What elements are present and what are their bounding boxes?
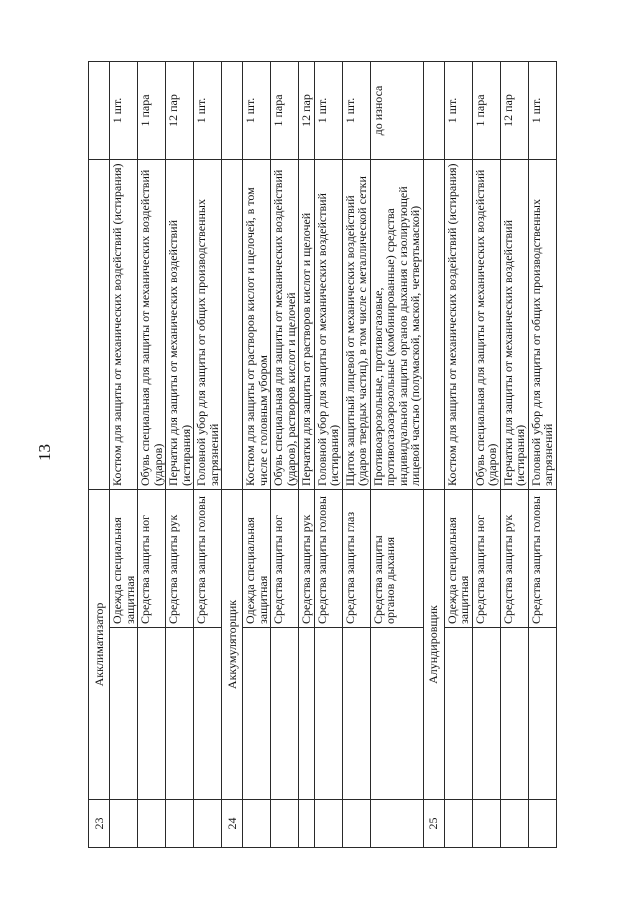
ppe-row xyxy=(110,62,138,848)
ppe-row xyxy=(370,62,423,848)
ppe-type: Средства защиты головы xyxy=(194,490,222,628)
ppe-row xyxy=(243,62,271,848)
ppe-type: Средства защиты рук xyxy=(166,490,194,628)
empty-cell xyxy=(89,160,110,490)
ppe-type: Средства защиты ног xyxy=(271,490,299,628)
ppe-type: Одежда специальная защитная xyxy=(110,490,138,628)
empty-cell xyxy=(528,628,556,800)
empty-cell xyxy=(314,800,342,848)
empty-cell xyxy=(166,628,194,800)
empty-cell xyxy=(444,800,472,848)
profession-name: Аккумуляторщик xyxy=(222,490,243,800)
ppe-name: Головной убор для защиты от общих производственных загрязнений xyxy=(194,160,222,490)
ppe-type: Средства защиты ног xyxy=(138,490,166,628)
ppe-name: Обувь специальная для защиты от механических воздействий (ударов) xyxy=(138,160,166,490)
ppe-row xyxy=(166,62,194,848)
empty-cell xyxy=(243,800,271,848)
ppe-name: Головной убор для защиты от общих производственных загрязнений xyxy=(528,160,556,490)
ppe-type: Средства защиты рук xyxy=(500,490,528,628)
empty-cell xyxy=(299,628,315,800)
ppe-name: Противоаэрозольные, противогазовые, противогазоаэрозольные (комбинированные) средства индивидуальной защиты органов дыхания с изолирующей лицевой частью (полумаской, маской, четвертьмаской) xyxy=(370,160,423,490)
ppe-norm: 12 пар xyxy=(500,62,528,160)
empty-cell xyxy=(472,628,500,800)
item-number: 25 xyxy=(423,800,444,848)
ppe-name: Перчатки для защиты от механических воздействий (истирания) xyxy=(166,160,194,490)
empty-cell xyxy=(271,628,299,800)
ppe-norm: 1 шт. xyxy=(110,62,138,160)
ppe-name: Перчатки для защиты от растворов кислот и щелочей xyxy=(299,160,315,490)
ppe-row xyxy=(444,62,472,848)
ppe-norm: 12 пар xyxy=(299,62,315,160)
ppe-norm: 1 шт. xyxy=(528,62,556,160)
ppe-name: Костюм для защиты от механических воздействий (истирания) xyxy=(110,160,138,490)
ppe-norm: 1 пара xyxy=(271,62,299,160)
ppe-type: Средства защиты головы xyxy=(314,490,342,628)
ppe-name: Головной убор для защиты от механических воздействий (истирания) xyxy=(314,160,342,490)
ppe-row xyxy=(194,62,222,848)
empty-cell xyxy=(194,800,222,848)
item-number: 23 xyxy=(89,800,110,848)
page-number: 13 xyxy=(35,444,54,461)
ppe-type: Одежда специальная защитная xyxy=(243,490,271,628)
ppe-type: Средства защиты рук xyxy=(299,490,315,628)
ppe-norm: 1 шт. xyxy=(342,62,370,160)
empty-cell xyxy=(138,800,166,848)
ppe-name: Обувь специальная для защиты от механических воздействий (ударов), растворов кислот и щелочей xyxy=(271,160,299,490)
empty-cell xyxy=(500,628,528,800)
ppe-row xyxy=(342,62,370,848)
ppe-norm: 1 пара xyxy=(472,62,500,160)
ppe-row xyxy=(314,62,342,848)
empty-cell xyxy=(166,800,194,848)
empty-cell xyxy=(222,160,243,490)
empty-cell xyxy=(194,628,222,800)
ppe-norms-table xyxy=(88,61,557,848)
ppe-norm: до износа xyxy=(370,62,423,160)
ppe-norm: 12 пар xyxy=(166,62,194,160)
ppe-row xyxy=(472,62,500,848)
profession-row xyxy=(222,62,243,848)
empty-cell xyxy=(342,800,370,848)
ppe-norm: 1 шт. xyxy=(314,62,342,160)
empty-cell xyxy=(370,628,423,800)
ppe-row xyxy=(138,62,166,848)
ppe-type: Средства защиты органов дыхания xyxy=(370,490,423,628)
ppe-norm: 1 шт. xyxy=(444,62,472,160)
empty-cell xyxy=(500,800,528,848)
empty-cell xyxy=(110,628,138,800)
ppe-row xyxy=(528,62,556,848)
ppe-name: Костюм для защиты от механических воздействий (истирания) xyxy=(444,160,472,490)
ppe-norm: 1 шт. xyxy=(194,62,222,160)
empty-cell xyxy=(472,800,500,848)
empty-cell xyxy=(138,628,166,800)
empty-cell xyxy=(110,800,138,848)
empty-cell xyxy=(370,800,423,848)
empty-cell xyxy=(423,160,444,490)
empty-cell xyxy=(222,62,243,160)
profession-name: Акклиматизатор xyxy=(89,490,110,800)
profession-row xyxy=(423,62,444,848)
empty-cell xyxy=(342,628,370,800)
ppe-type: Средства защиты ног xyxy=(472,490,500,628)
empty-cell xyxy=(243,628,271,800)
ppe-name: Обувь специальная для защиты от механических воздействий (ударов) xyxy=(472,160,500,490)
ppe-name: Перчатки для защиты от механических воздействий (истирания) xyxy=(500,160,528,490)
empty-cell xyxy=(314,628,342,800)
empty-cell xyxy=(271,800,299,848)
ppe-name: Щиток защитный лицевой от механических воздействий (ударов твердых частиц), в том числе с металлической сетки xyxy=(342,160,370,490)
empty-cell xyxy=(299,800,315,848)
ppe-type: Средства защиты глаз xyxy=(342,490,370,628)
item-number: 24 xyxy=(222,800,243,848)
profession-name: Алундировщик xyxy=(423,490,444,800)
ppe-type: Одежда специальная защитная xyxy=(444,490,472,628)
profession-row xyxy=(89,62,110,848)
ppe-name: Костюм для защиты от растворов кислот и щелочей, в том числе с головным убором xyxy=(243,160,271,490)
ppe-row xyxy=(500,62,528,848)
ppe-row xyxy=(271,62,299,848)
ppe-type: Средства защиты головы xyxy=(528,490,556,628)
ppe-row xyxy=(299,62,315,848)
empty-cell xyxy=(89,62,110,160)
ppe-norm: 1 шт. xyxy=(243,62,271,160)
empty-cell xyxy=(528,800,556,848)
empty-cell xyxy=(423,62,444,160)
empty-cell xyxy=(444,628,472,800)
ppe-norm: 1 пара xyxy=(138,62,166,160)
